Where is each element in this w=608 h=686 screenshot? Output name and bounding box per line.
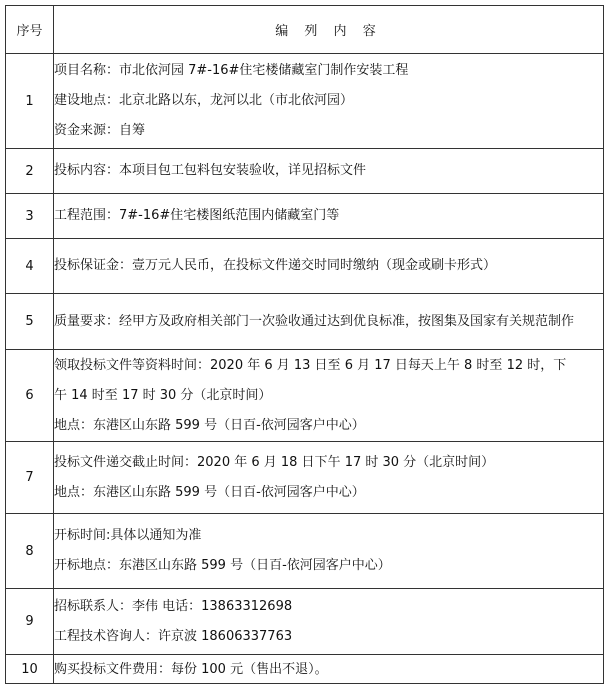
row-number: 10 bbox=[6, 655, 54, 684]
bid-opening-location: 开标地点：东港区山东路 599 号（日百-依河园客户中心） bbox=[54, 558, 391, 573]
row-number: 3 bbox=[6, 194, 54, 239]
row-number: 5 bbox=[6, 294, 54, 350]
row-number: 8 bbox=[6, 514, 54, 589]
project-scope: 工程范围：7#-16#住宅楼图纸范围内储藏室门等 bbox=[54, 208, 340, 223]
table-row bbox=[6, 194, 604, 239]
row-content bbox=[54, 589, 604, 655]
header-serial-number: 序号 bbox=[6, 6, 54, 54]
bid-opening-time: 开标时间:具体以通知为准 bbox=[54, 528, 202, 543]
row-content bbox=[54, 149, 604, 194]
table-row bbox=[6, 294, 604, 350]
fund-source: 资金来源：自筹 bbox=[54, 123, 146, 138]
bid-content: 投标内容：本项目包工包料包安装验收，详见招标文件 bbox=[54, 163, 367, 178]
document-collection-time-cont: 午 14 时至 17 时 30 分（北京时间） bbox=[54, 387, 272, 403]
row-content bbox=[54, 239, 604, 294]
submission-location: 地点：东港区山东路 599 号（日百-依河园客户中心） bbox=[54, 484, 365, 500]
table-row bbox=[6, 589, 604, 655]
row-number: 4 bbox=[6, 239, 54, 294]
row-content bbox=[54, 514, 604, 589]
collection-location: 地点：东港区山东路 599 号（日百-依河园客户中心） bbox=[54, 417, 365, 433]
row-content bbox=[54, 194, 604, 239]
table-header-row bbox=[6, 6, 604, 54]
technical-contact: 工程技术咨询人：许京波 18606337763 bbox=[54, 628, 293, 644]
bid-info-table bbox=[5, 5, 604, 684]
row-number: 6 bbox=[6, 350, 54, 442]
table-row bbox=[6, 655, 604, 684]
row-number: 1 bbox=[6, 54, 54, 149]
document-fee: 购买投标文件费用：每份 100 元（售出不退）。 bbox=[54, 661, 328, 677]
row-content bbox=[54, 442, 604, 514]
project-name: 项目名称：市北依河园 7#-16#住宅楼储藏室门制作安装工程 bbox=[54, 63, 409, 78]
row-content bbox=[54, 350, 604, 442]
document-collection-time: 领取投标文件等资料时间：2020 年 6 月 13 日至 6 月 17 日每天上午 8 时至 12 时，下 bbox=[54, 357, 567, 373]
table-row bbox=[6, 350, 604, 442]
header-content: 编 列 内 容 bbox=[54, 6, 604, 54]
row-content bbox=[54, 294, 604, 350]
row-number: 9 bbox=[6, 589, 54, 655]
submission-deadline: 投标文件递交截止时间：2020 年 6 月 18 日下午 17 时 30 分（北京时间） bbox=[54, 454, 495, 470]
table-row bbox=[6, 442, 604, 514]
bid-deposit: 投标保证金：壹万元人民币，在投标文件递交时同时缴纳（现金或刷卡形式） bbox=[54, 258, 497, 273]
table-row bbox=[6, 54, 604, 149]
table-row bbox=[6, 514, 604, 589]
table-row bbox=[6, 149, 604, 194]
row-content bbox=[54, 655, 604, 684]
row-number: 7 bbox=[6, 442, 54, 514]
row-number: 2 bbox=[6, 149, 54, 194]
quality-requirement: 质量要求：经甲方及政府相关部门一次验收通过达到优良标准，按图集及国家有关规范制作 bbox=[54, 313, 575, 329]
row-content bbox=[54, 54, 604, 149]
tender-contact: 招标联系人：李伟 电话：13863312698 bbox=[54, 598, 293, 614]
table-row bbox=[6, 239, 604, 294]
construction-site: 建设地点：北京北路以东，龙河以北（市北依河园） bbox=[54, 93, 354, 108]
